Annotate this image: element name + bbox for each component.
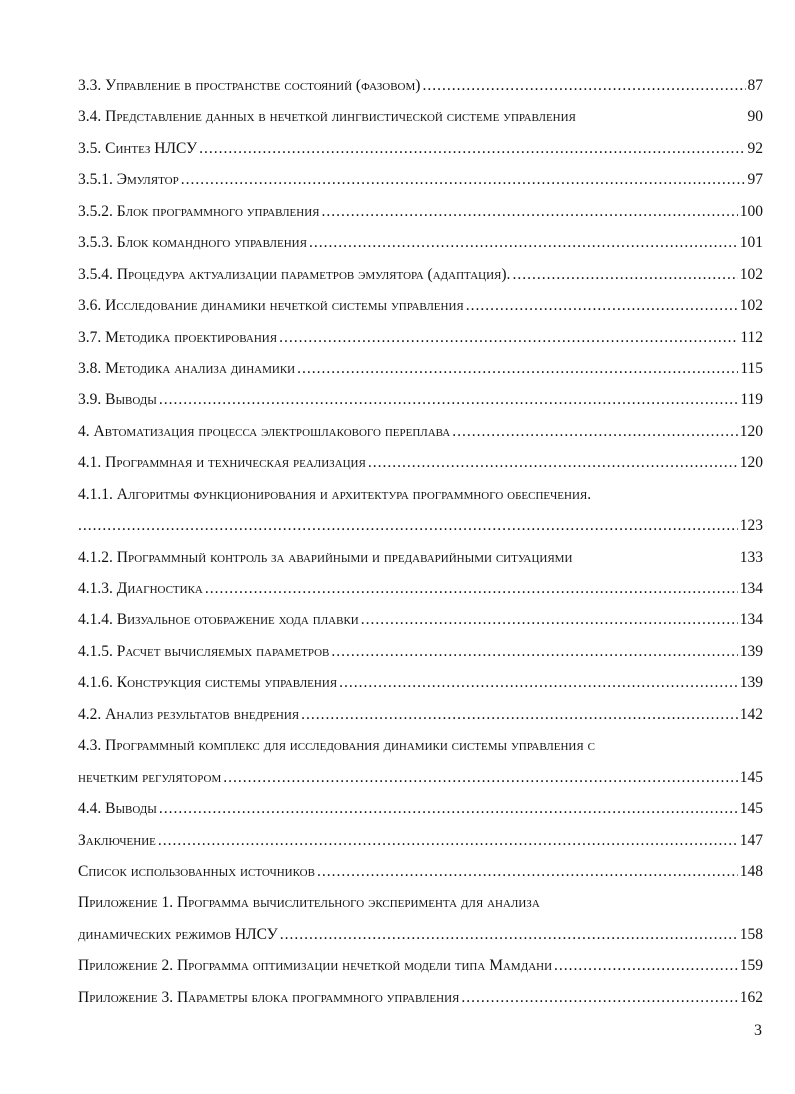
toc-entry-page: 159 [739, 957, 763, 975]
dot-leader [554, 950, 738, 981]
dot-leader [223, 762, 738, 793]
toc-entry [78, 353, 763, 384]
toc-entry [78, 322, 763, 353]
toc-entry [78, 510, 763, 541]
toc-entry-page: 102 [739, 265, 763, 283]
dot-leader [422, 70, 745, 101]
toc-entry [78, 887, 763, 918]
toc-entry [78, 636, 763, 667]
toc-entry [78, 101, 763, 132]
dot-leader [205, 573, 738, 604]
toc-entry-page: 123 [739, 517, 763, 535]
page-number: 3 [754, 1022, 762, 1039]
toc-entry-page: 158 [739, 925, 763, 943]
dot-leader [317, 856, 738, 887]
toc-entry-page: 101 [739, 234, 763, 252]
toc-entry-page: 139 [739, 642, 763, 660]
dot-leader [297, 353, 738, 384]
dot-leader [466, 290, 738, 321]
toc-entry-page: 147 [739, 831, 763, 849]
toc-entry [78, 604, 763, 635]
toc-entry [78, 70, 763, 101]
toc-entry-title: 4.1.3. Диагностика [78, 580, 203, 597]
toc-entry-title: 3.7. Методика проектирования [78, 328, 278, 346]
toc-entry-page: 145 [739, 800, 763, 818]
toc-entry [78, 919, 763, 950]
toc-entry-page: 139 [739, 674, 763, 692]
toc-entry-title: 4.1.4. Визуальное отображение хода плавки [78, 611, 359, 629]
toc-entry-title: 4.1.5. Расчет вычисляемых параметров [78, 642, 330, 660]
toc-entry-page: 142 [739, 705, 763, 723]
toc-entry-title: нечетким регулятором [78, 768, 222, 786]
dot-leader [199, 133, 745, 164]
toc-entry-page: 87 [747, 77, 763, 94]
toc-entry-title: Приложение 1. Программа вычислительного эксперимента для анализа [78, 894, 540, 912]
toc-entry-title: Заключение [78, 831, 156, 849]
toc-entry-title: 3.8. Методика анализа динамики [78, 359, 296, 377]
toc-entry-page: 133 [739, 548, 763, 566]
toc-entry-page: 102 [739, 297, 763, 315]
toc-entry-title: Приложение 3. Параметры блока программного управления [78, 988, 460, 1006]
toc-entry-title: Список использованных источников [78, 862, 315, 880]
dot-leader [158, 825, 738, 856]
toc-entry [78, 573, 763, 604]
dot-leader [159, 793, 738, 824]
toc-entry [78, 290, 763, 321]
toc-entry-title: 4.1. Программная и техническая реализация [78, 454, 366, 472]
dot-leader [331, 636, 737, 667]
toc-entry-page: 134 [739, 580, 763, 597]
toc-entry [78, 133, 763, 164]
toc-entry [78, 416, 763, 447]
toc-entry [78, 259, 763, 290]
toc-entry-page: 120 [739, 454, 763, 472]
toc-entry [78, 699, 763, 730]
toc-entry-title: 3.9. Выводы [78, 391, 157, 409]
toc-entry-page: 112 [740, 328, 763, 346]
toc-entry-title: 4.2. Анализ результатов внедрения [78, 705, 300, 723]
toc-entry-title: динамических режимов НЛСУ [78, 925, 278, 943]
toc-entry [78, 164, 763, 195]
toc-entry-page: 100 [739, 202, 763, 220]
toc-entry-page: 97 [747, 171, 763, 189]
toc-entry [78, 825, 763, 856]
toc-entry-title: 4.1.6. Конструкция системы управления [78, 674, 338, 692]
toc-entry-title: 3.5.3. Блок командного управления [78, 234, 307, 252]
dot-leader [78, 510, 738, 541]
toc-entry-title: 4.1.1. Алгоритмы функционирования и архитектура программного обеспечения. [78, 485, 592, 503]
dot-leader [461, 982, 737, 1013]
toc-entry-title: 3.5. Синтез НЛСУ [78, 139, 198, 157]
dot-leader [512, 259, 737, 290]
toc-entry-title: 4.1.2. Программный контроль за аварийными и предаварийными ситуациями [78, 548, 573, 566]
dot-leader [368, 447, 738, 478]
toc-entry [78, 479, 763, 510]
dot-leader [280, 919, 738, 950]
toc-entry-title: 3.4. Представление данных в нечеткой лингвистической системе управления [78, 108, 576, 126]
toc-entry-page: 90 [747, 108, 763, 126]
dot-leader [321, 196, 737, 227]
toc-entry-page: 115 [740, 359, 763, 377]
toc-entry-title: 4. Автоматизация процесса электрошлакового переплава [78, 422, 451, 440]
toc-entry [78, 856, 763, 887]
toc-entry [78, 762, 763, 793]
toc-entry [78, 982, 763, 1013]
toc-entry-page: 120 [739, 422, 763, 440]
dot-leader [159, 384, 738, 415]
dot-leader [452, 416, 737, 447]
toc-entry [78, 447, 763, 478]
toc-entry-page: 148 [739, 862, 763, 880]
dot-leader [301, 699, 738, 730]
toc-entry-title: 4.3. Программный комплекс для исследования динамики системы управления с [78, 737, 595, 755]
toc-entry-title: Приложение 2. Программа оптимизации нечеткой модели типа Мамдани [78, 957, 553, 975]
toc-entry-page: 119 [740, 391, 763, 409]
toc-entry-title: 3.3. Управление в пространстве состояний (фазовом) [78, 77, 421, 94]
table-of-contents [78, 70, 763, 1013]
toc-entry [78, 667, 763, 698]
toc-entry [78, 793, 763, 824]
toc-entry [78, 542, 763, 573]
toc-entry-title: 3.5.1. Эмулятор [78, 171, 179, 189]
dot-leader [181, 164, 746, 195]
dot-leader [361, 604, 738, 635]
dot-leader [279, 322, 738, 353]
toc-entry-page: 145 [739, 768, 763, 786]
dot-leader [339, 667, 738, 698]
toc-entry [78, 227, 763, 258]
toc-entry-title: 4.4. Выводы [78, 800, 157, 818]
toc-entry [78, 196, 763, 227]
toc-entry-page: 92 [747, 139, 763, 157]
toc-entry-page: 134 [739, 611, 763, 629]
toc-entry-title: 3.6. Исследование динамики нечеткой системы управления [78, 297, 464, 315]
toc-entry [78, 730, 763, 761]
toc-entry [78, 384, 763, 415]
toc-entry-title: 3.5.4. Процедура актуализации параметров эмулятора (адаптация). [78, 265, 511, 283]
toc-entry [78, 950, 763, 981]
toc-entry-title: 3.5.2. Блок программного управления [78, 202, 320, 220]
dot-leader [309, 227, 738, 258]
toc-entry-page: 162 [739, 988, 763, 1006]
